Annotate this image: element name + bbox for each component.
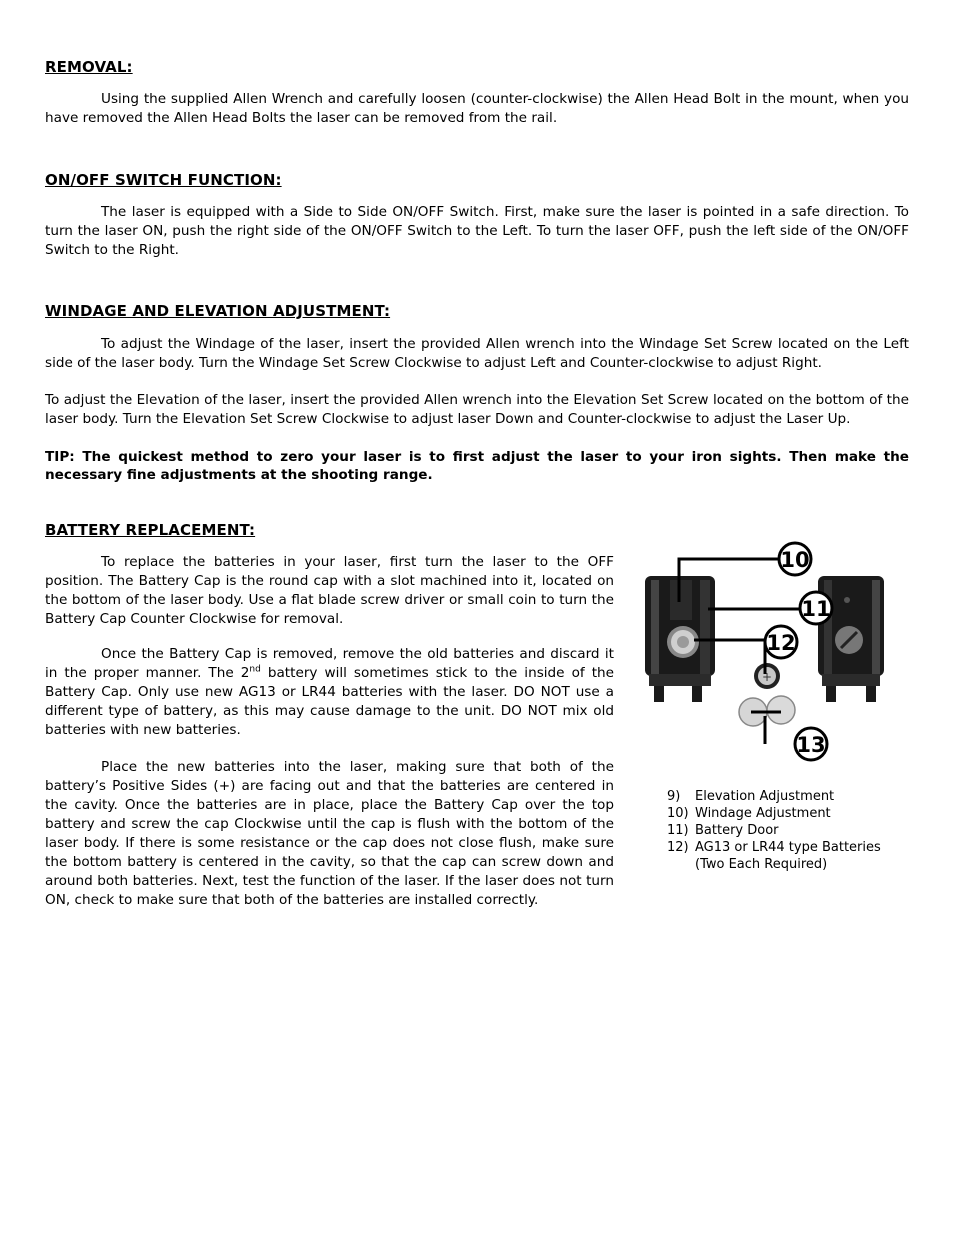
battery-paragraph-1: To replace the batteries in your laser, first turn the laser to the OFF position. The Battery Cap is the round cap with a slot machined into it, located on the bottom of the laser body. Use a flat blade screw driver or small coin to turn the Battery Cap Counter Clockwise for removal. <box>45 554 614 627</box>
battery-cap <box>754 663 780 689</box>
legend-item: 12) AG13 or LR44 type Batteries <box>667 840 881 855</box>
callout-10-label: 10 <box>780 548 810 572</box>
callout-12 <box>765 626 797 658</box>
laser-diagram <box>642 540 892 770</box>
figure-legend <box>667 788 881 873</box>
windage-paragraph: To adjust the Windage of the laser, insert the provided Allen wrench into the Windage Set Screw located on the Left side of the laser body. Turn the Windage Set Screw Clockwise to adjust Left and Counter-clockwise to adjust Right. <box>45 336 909 371</box>
removal-heading: REMOVAL: <box>45 58 133 76</box>
legend-item: 9) Elevation Adjustment <box>667 789 835 804</box>
tip-paragraph: TIP: The quickest method to zero your laser is to first adjust the laser to your iron sights. Then make the necessary fine adjustments at the shooting range. <box>45 449 909 483</box>
callout-13-label: 13 <box>796 733 826 757</box>
callout-11-label: 11 <box>801 597 831 621</box>
switch-heading: ON/OFF SWITCH FUNCTION: <box>45 171 282 189</box>
callout-10 <box>779 543 811 575</box>
callout-12-label: 12 <box>766 631 796 655</box>
legend-item: 11) Battery Door <box>667 823 779 838</box>
legend-continuation: (Two Each Required) <box>695 857 828 872</box>
removal-paragraph: Using the supplied Allen Wrench and carefully loosen (counter-clockwise) the Allen Head Bolt in the mount, when you have removed the Allen Head Bolts the laser can be removed from the rail. <box>45 91 909 126</box>
laser-battery-figure <box>642 540 892 770</box>
battery-plus-label: + <box>761 670 773 684</box>
callout-11 <box>800 592 832 624</box>
battery-paragraph-3: Place the new batteries into the laser, making sure that both of the battery’s Positive Sides (+) are facing out and that the batteries are centered in the cavity. Once the batteries are in place, place the Battery Cap over the top battery and screw the cap Clockwise until the cap is flush with the bottom of the laser body. If there is some resistance or the cap does not close flush, make sure the bottom battery is centered in the cavity, so that the cap can screw down and around both batteries. Next, test the function of the laser. If the laser does not turn ON, check to make sure that both of the batteries are installed correctly. <box>45 759 614 908</box>
laser-body-right <box>818 576 884 702</box>
switch-paragraph: The laser is equipped with a Side to Side ON/OFF Switch. First, make sure the laser is pointed in a safe direction. To turn the laser ON, push the right side of the ON/OFF Switch to the Left. To turn the laser OFF, push the left side of the ON/OFF Switch to the Right. <box>45 204 909 258</box>
elevation-paragraph: To adjust the Elevation of the laser, insert the provided Allen wrench into the Elevation Set Screw located on the bottom of the laser body. Turn the Elevation Set Screw Clockwise to adjust laser Down and Counter-clockwise to adjust the Laser Up. <box>45 392 909 427</box>
battery-heading: BATTERY REPLACEMENT: <box>45 521 256 539</box>
callout-13 <box>795 728 827 760</box>
legend-item: 10) Windage Adjustment <box>667 806 831 821</box>
battery-paragraph-2: Once the Battery Cap is removed, remove the old batteries and discard it in the proper manner. The 2nd battery will sometimes stick to the inside of the Battery Cap. Only use new AG13 or LR44 batteries with the laser. DO NOT use a different type of battery, as this may cause damage to the unit. DO NOT mix old batteries with new batteries. <box>45 646 614 738</box>
windage-heading: WINDAGE AND ELEVATION ADJUSTMENT: <box>45 302 391 320</box>
